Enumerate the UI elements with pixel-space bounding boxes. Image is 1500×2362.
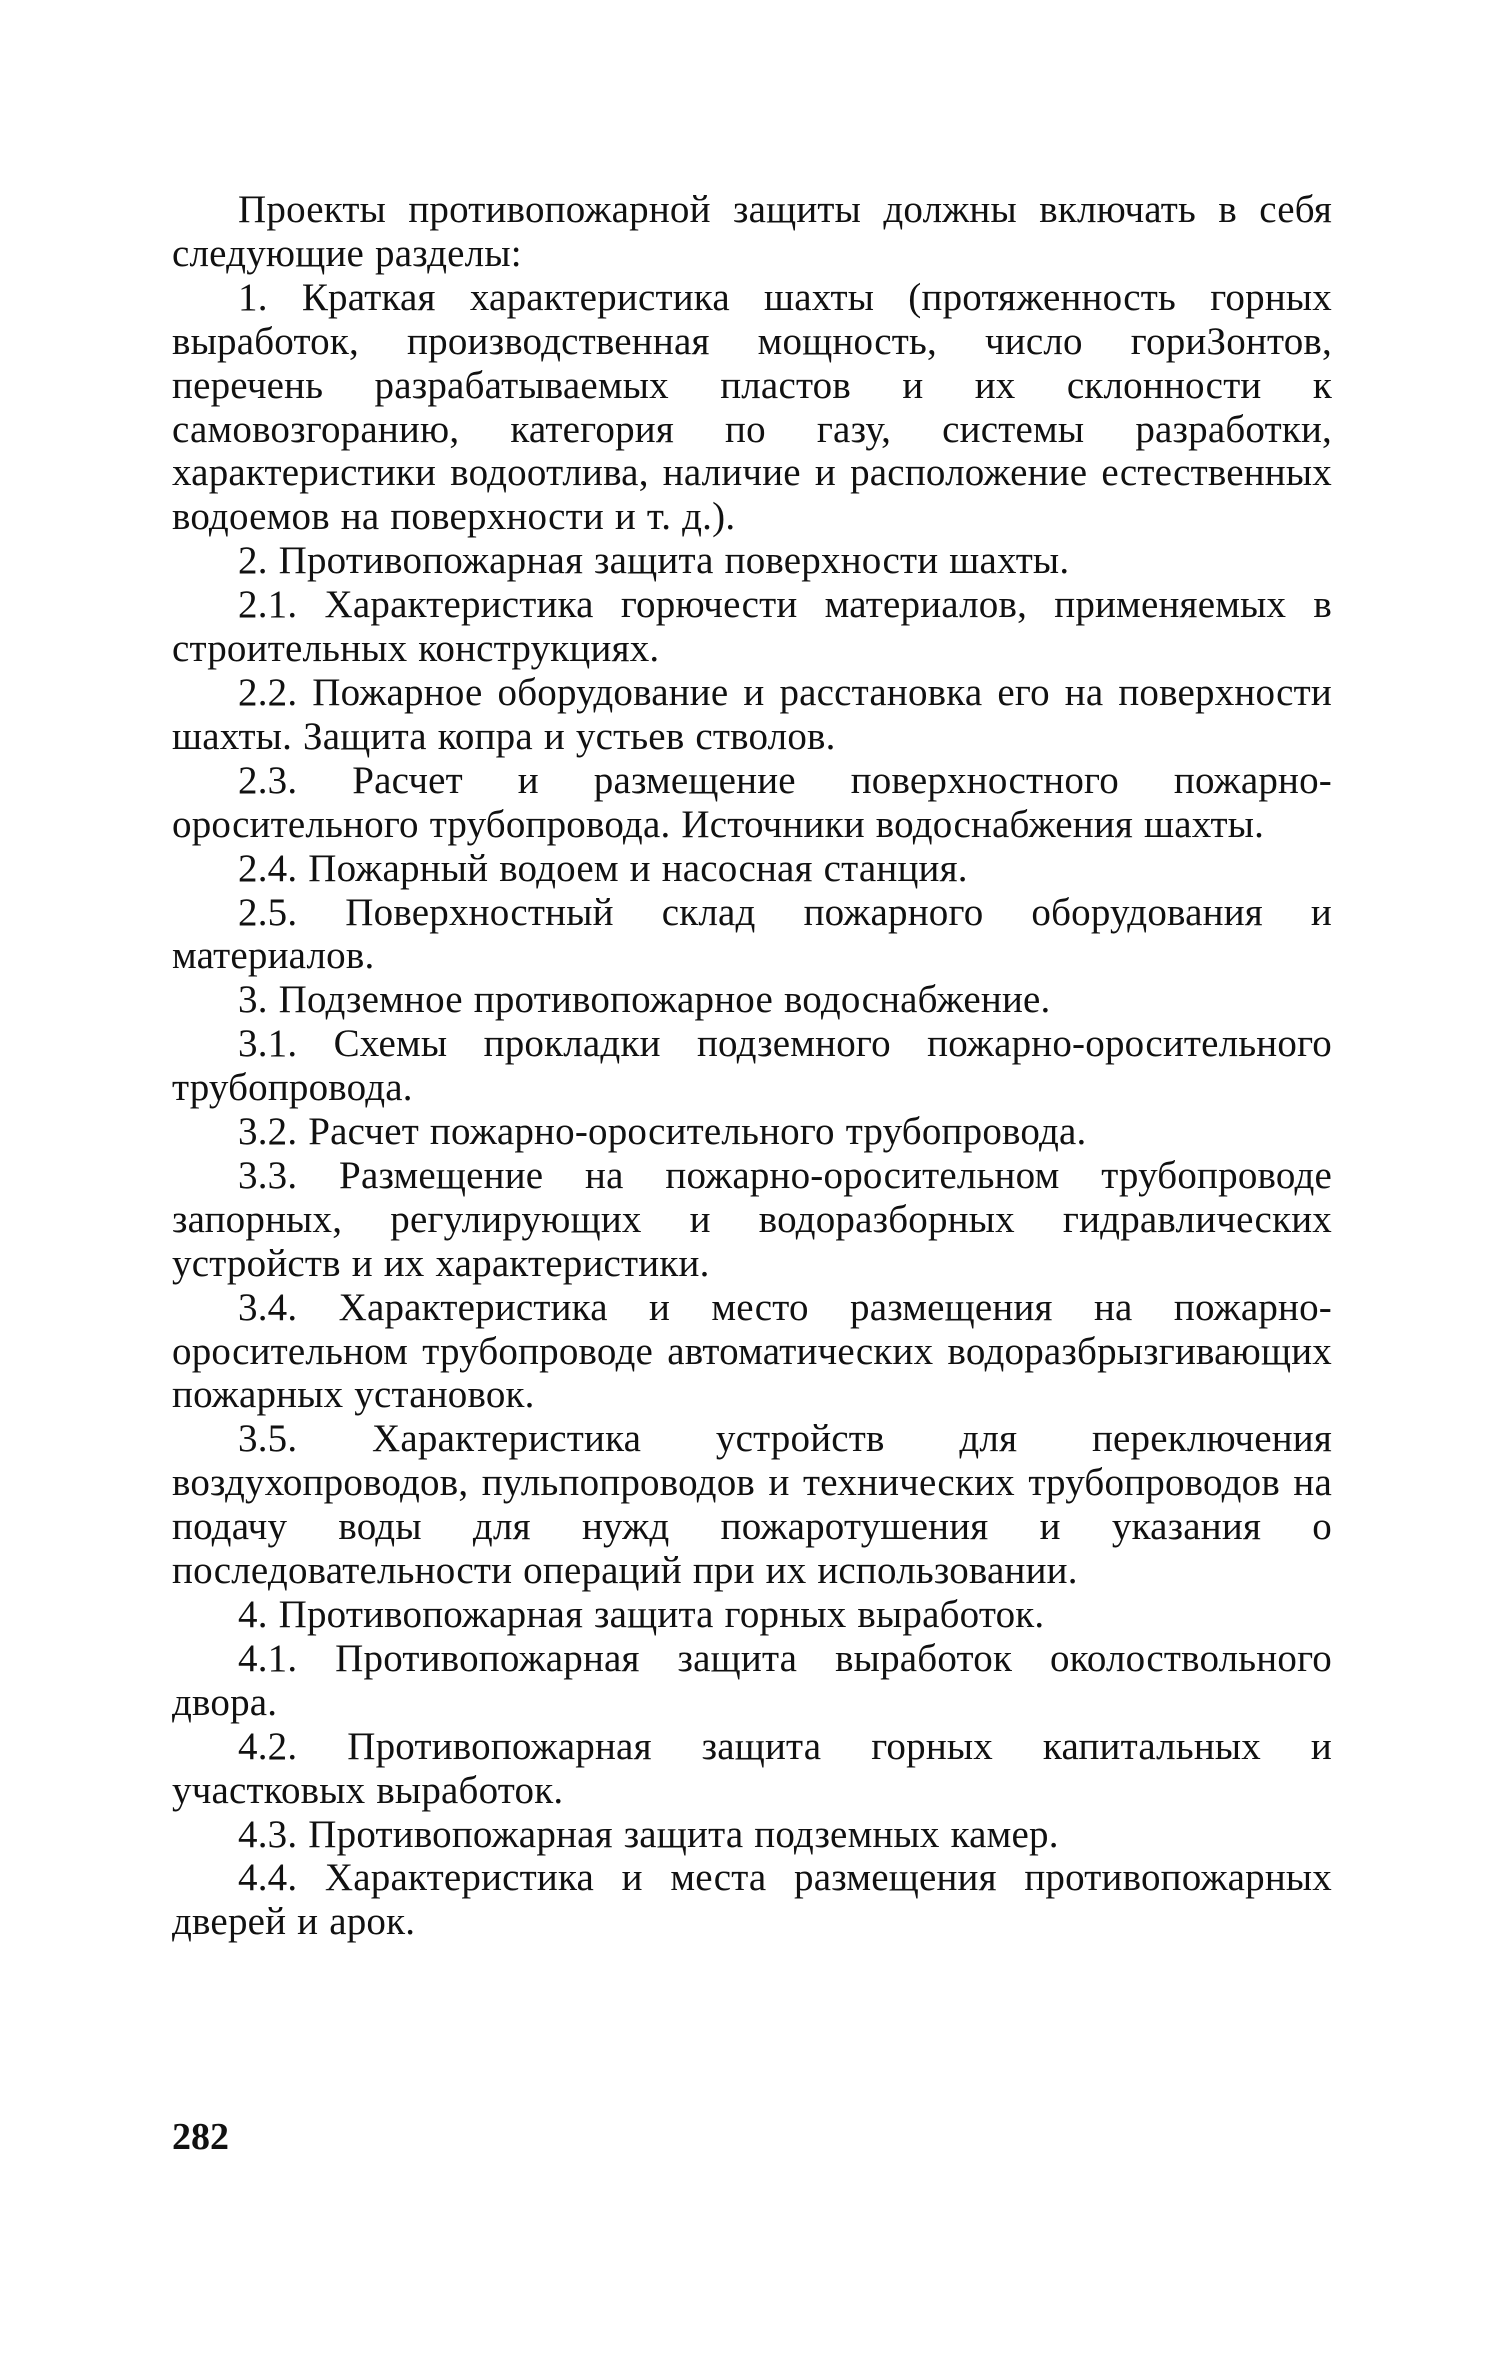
paragraph-section-2: 2. Противопожарная защита поверхности шахты. [238, 539, 1070, 583]
paragraph-section-4: 4. Противопожарная защита горных выработок. [238, 1593, 1045, 1636]
paragraph-section-1: 1. Краткая характеристика шахты (протяженность горных выработок, производственная мощность, число гориЗонтов, перечень разрабатываемых пластов и их склонности к самовозгоранию, категория по газу, системы разработки, характеристики водоотлива, наличие и расположение естественных водоемов на поверхности и т. д.). [172, 275, 1332, 539]
paragraph-intro: Проекты противопожарной защиты должны включать в себя следующие разделы: [172, 188, 1332, 275]
page-number: 282 [172, 2116, 229, 2158]
paragraph-section-2-1: 2.1. Характеристика горючести материалов, применяемых в строительных конструкциях. [172, 583, 1332, 671]
paragraph-section-4-1: 4.1. Противопожарная защита выработок околоствольного двора. [172, 1636, 1332, 1724]
paragraph-section-2-2: 2.2. Пожарное оборудование и расстановка его на поверхности шахты. Защита копра и устьев стволов. [172, 670, 1332, 758]
paragraph-section-3-2: 3.2. Расчет пожарно-оросительного трубопровода. [238, 1110, 1087, 1154]
paragraph-section-4-2: 4.2. Противопожарная защита горных капитальных и участковых выработок. [172, 1724, 1332, 1812]
paragraph-section-3-5: 3.5. Характеристика устройств для переключения воздухопроводов, пульпопроводов и технических трубопроводов на подачу воды для нужд пожаротушения и указания о последовательности операций при их использовании. [172, 1417, 1332, 1593]
page-body [172, 188, 1332, 1944]
paragraph-section-4-3: 4.3. Противопожарная защита подземных камер. [238, 1812, 1059, 1856]
paragraph-section-2-5: 2.5. Поверхностный склад пожарного оборудования и материалов. [172, 890, 1332, 978]
paragraph-section-3-1: 3.1. Схемы прокладки подземного пожарно-оросительного трубопровода. [172, 1022, 1332, 1110]
paragraph-section-3: 3. Подземное противопожарное водоснабжение. [238, 978, 1051, 1022]
paragraph-section-3-4: 3.4. Характеристика и место размещения на пожарно-оросительном трубопроводе автоматических водоразбрызгивающих пожарных установок. [172, 1285, 1332, 1417]
paragraph-section-2-3: 2.3. Расчет и размещение поверхностного пожарно-оросительного трубопровода. Источники водоснабжения шахты. [172, 758, 1332, 846]
paragraph-section-4-4: 4.4. Характеристика и места размещения противопожарных дверей и арок. [172, 1856, 1332, 1944]
paragraph-section-3-3: 3.3. Размещение на пожарно-оросительном трубопроводе запорных, регулирующих и водоразборных гидравлических устройств и их характеристики. [172, 1153, 1332, 1285]
paragraph-section-2-4: 2.4. Пожарный водоем и насосная станция. [238, 846, 968, 890]
